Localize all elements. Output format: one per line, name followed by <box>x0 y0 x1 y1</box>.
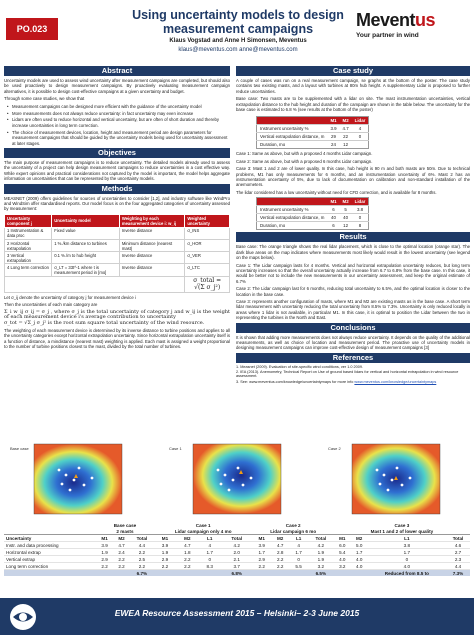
table-cell: 2.8 <box>271 549 289 556</box>
table-header: Lidar <box>352 117 369 125</box>
poster-header <box>0 0 474 62</box>
table-cell: 3.9 <box>96 542 113 549</box>
svg-text:Case 2: Case 2 <box>328 446 341 451</box>
case-3-table <box>256 197 369 230</box>
table-row <box>5 276 230 292</box>
case-2-text: Case 2: Same as above, but with a proposed 6 months Lidar campaign. <box>236 158 373 164</box>
table-cell <box>352 141 369 149</box>
table-cell: σ_LT = 33t^-1 where t is measurement period in [mo] <box>52 264 120 276</box>
table-cell: 0 <box>199 556 221 563</box>
weighting-explanation: The weighting of each measurement device is determined by its inverse distance to turbine positions and applies to all the uncertainty categories except horizontal extrapolation uncertainty. Since horizontal extrapolation uncertainty itself is a function of distance, a mindistance (nearest mast) weighting is applied. Each mast is assigned a weight proportional to the number of turbine positions closest to the mast, divided by the total number of turbines. <box>4 327 230 349</box>
table-cell: Inverse distance <box>119 227 185 239</box>
table-cell: 2.4 <box>113 549 130 556</box>
table-cell: 2.2 <box>96 563 113 570</box>
reference-item: 2. IEA (2013). Anemometry, Technical Report on Use of ground based lidars for vertical and horizontal extrapolation in wind resource assessment. <box>236 369 459 379</box>
table-cell: 2.2 <box>271 563 289 570</box>
results-case-2: Case 2: The Lidar campaign last for 6 months, reducing total uncertainty to 6.5%, and the optimal location is closer to the location in the base case. <box>236 286 470 297</box>
table-cell: 4.7 <box>271 542 289 549</box>
table-header: Weighted uncertainty <box>185 214 230 227</box>
table-row <box>257 133 369 141</box>
objectives-heading: Objectives <box>4 148 230 158</box>
table-row <box>4 549 470 556</box>
table-header <box>257 117 328 125</box>
map-case-2 <box>322 440 470 518</box>
left-column <box>4 66 230 351</box>
table-cell: Inverse distance <box>119 252 185 264</box>
column-header: M2 <box>276 535 284 541</box>
table-row <box>5 264 230 276</box>
table-cell: Inverse distance <box>119 264 185 276</box>
total-cell <box>289 570 307 577</box>
references-heading: References <box>236 353 470 363</box>
case-study-intro: A couple of cases was run on a real measurement campaign, se graphs at the bottom of the poster. The case study contains two existing masts, and a layout with turbines at 80m hub height. A supplementary Lidar is proposed to further reduce uncertainties. <box>236 78 470 94</box>
conference-footer-text: EWEA Resource Assessment 2015 – Helsinki– 2-3 June 2015 <box>114 608 360 618</box>
table-cell: 1.9 <box>308 556 334 563</box>
table-cell: 2.2 <box>113 556 130 563</box>
table-cell: 22 <box>340 133 352 141</box>
table-cell: 3 Vertical extrapolation <box>5 252 52 264</box>
conclusions-heading: Conclusions <box>236 323 470 333</box>
table-cell: 2.2 <box>253 563 271 570</box>
table-cell: 24 <box>327 141 339 149</box>
table-cell: σ_VER <box>185 252 230 264</box>
table-cell: 4.4 <box>130 542 154 549</box>
table-row <box>257 222 369 230</box>
results-table <box>4 522 470 576</box>
methods-heading: Methods <box>4 184 230 194</box>
methods-text: MEASNET (2009) offers guidelines for sources of uncertainties to consider [1,2], and industry software like WindPro and WindSim offer standardised reports. Our model focus is on the four aggregated categories of uncertainty assessed by measurement: <box>4 195 230 212</box>
group-title: Case 3 <box>394 522 410 528</box>
table-cell: 0.1 %./m to hub height <box>52 252 120 264</box>
table-cell: 2.5 <box>130 556 154 563</box>
table-cell: 1.7 <box>368 549 446 556</box>
abstract-text: Uncertainty models are used to assess wind uncertainty after measurement campaigns are completed, but should also be used proactively to design measurement campaigns. By proactively evaluating measurement campaign alternatives, it is possible to design cost-effective campaigns at a given uncertainty and budget. <box>4 78 230 94</box>
table-cell: 2.2 <box>113 563 130 570</box>
table-header: M1 <box>327 198 339 206</box>
table-cell: 4 <box>199 542 221 549</box>
column-header: M1 <box>161 535 169 541</box>
uncertainty-maps <box>4 440 470 518</box>
uncertainty-map-image <box>322 440 470 518</box>
base-case-table <box>256 116 369 149</box>
weighted-sum-formula: Σ_i w_ij σ_ij = σ_j , where σ_j is the total uncertainty of category j and w_ij is the weight of each measurement device i's average contribution to uncertainty <box>4 308 230 320</box>
table-row <box>257 214 369 222</box>
table-cell: Instrument uncertainty % <box>257 125 328 133</box>
column-header: Uncertainty <box>6 535 32 541</box>
column-header: M2 <box>184 535 191 541</box>
table-cell: 3.2 <box>308 563 334 570</box>
base-case-text: Base case: Two masts are to be supplemented with a lidar on site. The mast instrumentation uncertainties, vertical extrapolation distance to the hub height and duration of the campaign are shown in the table below. The uncertainty for the base case is estimated to 6.8 % (see results at the bottom of the poster) <box>236 96 470 113</box>
table-cell: 2.2 <box>176 563 198 570</box>
table-row <box>257 206 369 214</box>
table-cell: 4.7 <box>113 542 130 549</box>
case-1-text: Case 1: Same as above, but with a proposed 4 months Lidar campaign. <box>236 151 373 157</box>
table-cell: 2 Horizontal extrapolation <box>5 240 52 252</box>
table-cell: 2.1 <box>221 556 253 563</box>
uncertainty-components-table <box>4 214 230 293</box>
table-cell: Vertical extrapolation distance, m <box>257 214 328 222</box>
uncertainty-map-image <box>4 440 152 518</box>
table-cell: 0 <box>352 214 369 222</box>
table-cell: 3.2 <box>334 563 351 570</box>
table-cell: 1.7 <box>253 549 271 556</box>
column-header: L1 <box>295 535 302 541</box>
base-case-block <box>236 96 470 114</box>
table-row <box>5 240 230 252</box>
group-title: Case 2 <box>285 522 301 528</box>
total-cell: 6.8% <box>221 570 253 577</box>
table-cell: 2.2 <box>176 556 198 563</box>
references-list <box>236 365 470 384</box>
table-cell: 2.7 <box>446 549 470 556</box>
column-header: L1 <box>207 535 213 541</box>
poster-id-badge: PO.023 <box>6 18 58 40</box>
table-cell: 2.9 <box>154 556 176 563</box>
group-title: Base case <box>113 522 137 528</box>
total-cell <box>271 570 289 577</box>
poster-authors: Klaus Vogstad and Anne H Simonsen, Meventus <box>169 38 307 44</box>
table-cell: 4 Long term correction <box>5 264 52 276</box>
table-header: M2 <box>340 198 352 206</box>
table-cell: 4.2 <box>308 542 334 549</box>
uncertainty-map-image <box>163 440 311 518</box>
table-cell: 40 <box>327 214 339 222</box>
methods-definition: Let σ_ij denote the uncertainty of category j for measurement device i <box>4 294 136 300</box>
column-header: M1 <box>339 535 346 541</box>
column-header: L1 <box>404 535 410 541</box>
total-cell <box>334 570 351 577</box>
table-cell: 3.8 <box>368 542 446 549</box>
table-cell: Horizontal extrap <box>4 549 96 556</box>
total-cell <box>154 570 176 577</box>
total-cell <box>199 570 221 577</box>
column-header-row <box>4 535 470 542</box>
table-cell: 2.9 <box>96 556 113 563</box>
table-cell: 1.9 <box>308 549 334 556</box>
group-subtitle: Mast 1 and 2 of lower quality <box>370 528 434 534</box>
total-cell: 6.7% <box>130 570 154 577</box>
total-cell <box>113 570 130 577</box>
total-cell: Reduced from 8.5 to <box>368 570 446 577</box>
logo-tagline: Your partner in wind <box>356 32 419 39</box>
table-cell: 4.0 <box>368 563 446 570</box>
reference-item: 3. See: www.meventus.com/knowledge/uncertaintymaps for more info www.meventus.com/knowledge/uncertaintymaps <box>236 379 437 384</box>
abstract-heading: Abstract <box>4 66 230 76</box>
total-cell <box>96 570 113 577</box>
total-cell: 7.3% <box>446 570 470 577</box>
table-cell: 4 <box>352 125 369 133</box>
abstract-intro: Through some case studies, we show that <box>4 96 85 102</box>
table-cell: 4.0 <box>334 556 351 563</box>
group-subtitle: 2 masts <box>116 528 134 534</box>
table-cell: Vertical extrap <box>4 556 96 563</box>
table-row <box>257 125 369 133</box>
table-cell: 1 %./km distance to turbines <box>52 240 120 252</box>
table-cell: 12 <box>340 141 352 149</box>
table-cell: 4 <box>289 542 307 549</box>
table-header: Lidar <box>352 198 369 206</box>
table-cell: 12 <box>340 222 352 230</box>
table-cell: σ_LTC <box>185 264 230 276</box>
rss-formula: σ_tot = √Σ_j σ_j² is the root sum square total uncertainty of the wind resource. <box>4 320 205 327</box>
table-cell: 2.2 <box>271 556 289 563</box>
table-cell: 1.8 <box>176 549 198 556</box>
poster-footer <box>0 598 474 635</box>
table-cell: 1.7 <box>199 549 221 556</box>
column-header: M2 <box>118 535 125 541</box>
total-cell: 6.5% <box>308 570 334 577</box>
poster-title: Using uncertainty models to design measurement campaigns <box>132 8 344 36</box>
right-column <box>236 66 470 386</box>
svg-text:Base case: Base case <box>10 446 29 451</box>
results-heading: Results <box>236 232 470 242</box>
table-cell: 4.7 <box>176 542 198 549</box>
table-cell: 6 <box>327 206 339 214</box>
table-cell: 0 <box>289 556 307 563</box>
table-row <box>257 141 369 149</box>
objectives-text: The main purpose of measurement campaigns is to reduce uncertainty. The detailed models already used to assess the uncertainty of a project can help design measurement campaigns to reduce uncertainties in a cost effective way. While expert opinions and practical considerations not captured by the model is important, the model helps aggregate information on uncertainties that can be represented by the uncertainty models. <box>4 159 230 182</box>
table-cell: 2.2 <box>130 549 154 556</box>
group-subtitle: Lidar campaign 6 mo <box>270 528 317 534</box>
conclusions-text: It is shown that adding more measurements does not always reduce uncertainty. It depends on the quality of the additional measurements, as well as choice of location and measurement period. The proactive use of uncertainty models in designing measurement campaigns can improve cost-effective design of measurement campaigns [3] <box>236 334 470 351</box>
table-cell: 8.3 <box>199 563 221 570</box>
table-cell: 4.0 <box>351 563 368 570</box>
table-row <box>4 556 470 563</box>
table-cell: Minimum distance (nearest mast) <box>119 240 185 252</box>
table-cell: 8 <box>352 222 369 230</box>
table-cell: 3.7 <box>221 563 253 570</box>
total-cell <box>253 570 271 577</box>
table-cell: 6 <box>327 222 339 230</box>
table-cell: 2.3 <box>446 556 470 563</box>
table-row <box>5 227 230 239</box>
reference-item: 1. Measnet (2009). Evaluation of site-specific wind conditions, ver 1.0 2009. <box>236 364 364 369</box>
table-cell: 1.9 <box>96 549 113 556</box>
table-cell: Instrument uncertainty % <box>257 206 328 214</box>
table-cell: 2.9 <box>253 556 271 563</box>
table-cell: Duration, mo <box>257 141 328 149</box>
table-cell: 40 <box>340 214 352 222</box>
table-header: Uncertainty component j <box>5 214 52 227</box>
total-uncertainty-formula: σ_total = √(Σ σ_j²) <box>185 276 230 292</box>
table-cell: 0 <box>352 133 369 141</box>
table-cell: 5.5 <box>289 563 307 570</box>
table-row <box>5 252 230 264</box>
table-cell: 29 <box>327 133 339 141</box>
table-cell: 3.9 <box>253 542 271 549</box>
abstract-bullet: • More measurements does not always reduce uncertainty: in fact uncertainty may even increase <box>8 111 230 116</box>
total-row <box>4 570 470 577</box>
map-case-1 <box>163 440 311 518</box>
table-cell: 3.9 <box>154 542 176 549</box>
table-cell: 3.8 <box>352 206 369 214</box>
table-cell: 5 <box>340 206 352 214</box>
column-header: M1 <box>258 535 265 541</box>
table-header: Weighting by each measurement device i: w_ij <box>119 214 185 227</box>
table-cell: Instr. and data processing <box>4 542 96 549</box>
svg-text:Case 1: Case 1 <box>169 446 182 451</box>
poster-emails: klaus@meventus.com anne@meventus.com <box>178 47 298 53</box>
column-header: M2 <box>355 535 363 541</box>
table-cell: 1.7 <box>351 549 368 556</box>
table-cell: Long term correction <box>4 563 96 570</box>
table-cell: 4.2 <box>221 542 253 549</box>
total-cell <box>351 570 368 577</box>
abstract-bullets <box>8 104 230 146</box>
column-header: Total <box>136 535 148 541</box>
table-cell: σ_HOR <box>185 240 230 252</box>
results-case-3: Case 3: represents another configuration of masts, where M1 and M2 are existing masts as in the base case. A short term lidar measurement with uncertainty reducing the total uncertainty from 8.5% to 7.3%. Uncertainty is only reduced locally in areas where 1 lidar is not available, in particular M1. In this case, it is optimal to position the Lidar between the two in representing the turbines in the North and East. <box>236 298 470 321</box>
total-cell <box>176 570 198 577</box>
table-cell: σ_INS <box>185 227 230 239</box>
group-title: Case 1 <box>195 522 211 528</box>
table-cell: 2.0 <box>221 549 253 556</box>
table-row <box>4 542 470 549</box>
table-cell: 1.7 <box>289 549 307 556</box>
table-cell <box>5 276 185 292</box>
table-header: Uncertainty model <box>52 214 120 227</box>
group-subtitle: Lidar campaign only 4 mo <box>174 528 232 534</box>
table-cell: 1 Instrumentation & data proc <box>5 227 52 239</box>
lidar-text: The lidar considered has a low uncertainty without need for CFD correction, and is available for 8 months. <box>236 189 437 195</box>
table-cell: 0 <box>368 556 446 563</box>
meventus-logo <box>356 10 466 50</box>
table-cell: 4.6 <box>446 542 470 549</box>
table-cell: 4.0 <box>351 556 368 563</box>
logo-wordmark: Meventus <box>356 10 436 30</box>
column-header: Total <box>315 535 327 541</box>
results-base-case: Base case: The orange triangle shows the real lidar placement, which is close to the optimal location (orange star). The dark blue areas on the map indicates where measurements most likely would result in the lowest uncertainty (see legend on the maps below). <box>236 244 470 261</box>
table-cell: 1.9 <box>154 549 176 556</box>
table-cell: 5.4 <box>334 549 351 556</box>
column-header: Total <box>452 535 464 541</box>
abstract-bullet: • The choice of measurement devices, location, height and measurement period are design parameters for measurement campaigns that should be guided by the uncertainty models being used for uncertainty assessment at later stages. <box>8 130 230 146</box>
table-row <box>4 563 470 570</box>
table-cell: Fixed value <box>52 227 120 239</box>
table-cell: 4.4 <box>446 563 470 570</box>
column-header: M1 <box>101 535 108 541</box>
table-header: M1 <box>327 117 339 125</box>
table-cell: 3.9 <box>327 125 339 133</box>
table-cell: 4.7 <box>340 125 352 133</box>
map-base-case <box>4 440 152 518</box>
table-header: M2 <box>340 117 352 125</box>
case-study-heading: Case study <box>236 66 470 76</box>
abstract-bullet: • Measurement campaigns can be designed more efficient with the guidance of the uncertainty model <box>8 104 230 109</box>
table-cell: Vertical extrapolation distance, m <box>257 133 328 141</box>
results-case-1: Case 1: The Lidar campaign lasts for 4 months. Vertical and horizontal extrapolation uncertainty reduces, but long term uncertainty increases so that the overall uncertainty actually increase from 6.7 to 6.8% from the base case. In this case, it would be better not to include the new measurements in our uncertainty assessment, and keep the original estimate of 6.7% <box>236 262 470 284</box>
table-cell: 2.2 <box>130 563 154 570</box>
abstract-bullet: • Lidars are often used to reduce horizontal and vertical uncertainty, but are often of short duration and thereby increase uncertainties in long term correction. <box>8 117 230 128</box>
table-cell: 6.0 <box>334 542 351 549</box>
uncertainty-maps-link[interactable]: www.meventus.com/knowledge/uncertaintymaps <box>354 379 437 384</box>
methods-categories-intro: Then the uncertainties of each main category are <box>4 302 98 308</box>
table-cell: 5.0 <box>351 542 368 549</box>
case-3-text: Case 3: Mast 1 and 2 are of lower quality. In this case, hub height is 90 m and both masts are 50m. Due to technical problems, M1 has only measurements for 6 months, and an instrumentation uncertainty of 6%. Mast 2 has an instrumentation uncertainty of 5%, due to lack of documentation on calibration and non-standard installation of the anemometers. <box>236 166 470 188</box>
table-header <box>257 198 328 206</box>
column-header: Total <box>231 535 243 541</box>
table-cell: 2.2 <box>154 563 176 570</box>
total-cell <box>4 570 96 577</box>
table-cell: Duration, mo <box>257 222 328 230</box>
